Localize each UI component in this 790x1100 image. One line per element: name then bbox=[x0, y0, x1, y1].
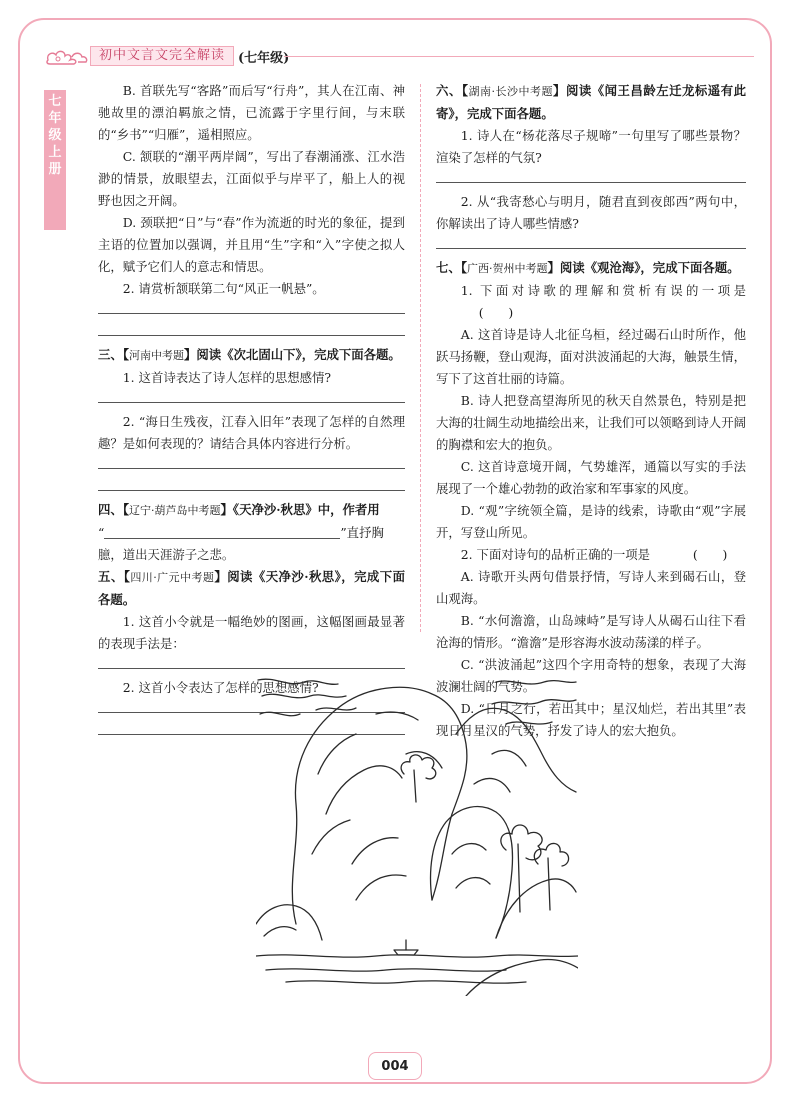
section-3-question-2: 2. “海日生残夜，江春入旧年”表现了怎样的自然理趣？是如何表现的？请结合具体内容进行分析。 bbox=[98, 414, 405, 451]
section-5-source: 四川·广元中考题 bbox=[130, 571, 215, 584]
right-column bbox=[436, 80, 746, 742]
section-4-fill: “ ”直抒胸臆，道出天涯游子之悲。 bbox=[98, 525, 384, 562]
answer-line[interactable] bbox=[436, 235, 746, 249]
column-divider bbox=[420, 84, 421, 632]
fill-blank[interactable] bbox=[222, 538, 340, 539]
section-5-title: 五、【四川·广元中考题】阅读《天净沙·秋思》，完成下面各题。 bbox=[98, 569, 405, 607]
section-4-source: 辽宁·葫芦岛中考题 bbox=[128, 504, 221, 517]
q1-option-d: D. “观”字统领全篇，是诗的线索，诗歌由“观”字展开，写登山所见。 bbox=[436, 503, 746, 540]
option-c: C. 颔联的“潮平两岸阔”，写出了春潮涌涨、江水浩渺的情景，放眼望去，江面似乎与岸平了，船上人的视野也因之开阔。 bbox=[98, 149, 405, 208]
answer-line[interactable] bbox=[98, 322, 405, 336]
page-number: 004 bbox=[381, 1058, 409, 1074]
grade-label: (七年级) bbox=[238, 50, 290, 66]
section-7-title: 七、【广西·贺州中考题】阅读《观沧海》，完成下面各题。 bbox=[436, 260, 740, 275]
side-tab-char: 七 bbox=[48, 94, 62, 109]
side-tab-char: 级 bbox=[48, 128, 62, 143]
q2-option-c: C. “洪波涌起”这四个字用奇特的想象，表现了大海波澜壮阔的气势。 bbox=[436, 657, 746, 694]
answer-line[interactable] bbox=[98, 389, 405, 403]
q1-option-a: A. 这首诗是诗人北征乌桓，经过碣石山时所作，他跃马扬鞭，登山观海，面对洪波涌起的大海，触景生情，写下了这首壮丽的诗篇。 bbox=[436, 327, 746, 386]
section-3-source: 河南中考题 bbox=[128, 349, 184, 362]
option-d: D. 颈联把“日”与“春”作为流逝的时光的象征，提到主语的位置加以强调，并且用“生”字和“入”字使之拟人化，赋予它们人的意志和情思。 bbox=[98, 215, 405, 274]
side-grade-tab bbox=[44, 90, 66, 230]
fill-blank[interactable] bbox=[104, 538, 222, 539]
answer-line[interactable] bbox=[436, 169, 746, 183]
answer-paren[interactable]: ( ) bbox=[692, 547, 728, 562]
page-number-box bbox=[368, 1052, 422, 1080]
q2-option-b: B. “水何澹澹，山岛竦峙”是写诗人从碣石山往下看沧海的情形。“澹澹”是形容海水波动荡漾的样子。 bbox=[436, 613, 746, 650]
section-7-source: 广西·贺州中考题 bbox=[466, 262, 548, 275]
q2-option-a: A. 诗歌开头两句借景抒情，写诗人来到碣石山，登山观海。 bbox=[436, 569, 746, 606]
book-title: 初中文言文完全解读 bbox=[90, 46, 234, 66]
section-6-title: 六、【湖南·长沙中考题】阅读《闻王昌龄左迁龙标遥有此寄》，完成下面各题。 bbox=[436, 83, 746, 121]
section-4-title: 四、【辽宁·葫芦岛中考题】《天净沙·秋思》中，作者用 bbox=[98, 502, 380, 517]
section-6-question-2: 2. 从“我寄愁心与明月，随君直到夜郎西”两句中，你解读出了诗人哪些情感? bbox=[436, 194, 746, 231]
cloud-ornament-icon bbox=[44, 45, 90, 67]
answer-line[interactable] bbox=[98, 655, 405, 669]
left-column bbox=[98, 80, 405, 743]
landscape-illustration bbox=[256, 674, 578, 996]
section-3-title: 三、【河南中考题】阅读《次北固山下》，完成下面各题。 bbox=[98, 347, 401, 362]
section-7-question-1: 1. 下面对诗歌的理解和赏析有误的一项是( ) bbox=[436, 280, 746, 324]
section-3-question-1: 1. 这首诗表达了诗人怎样的思想感情? bbox=[122, 370, 332, 385]
section-5-question-2: 2. 这首小令表达了怎样的思想感情? bbox=[122, 680, 319, 695]
answer-paren[interactable]: ( ) bbox=[478, 305, 514, 320]
answer-line[interactable] bbox=[98, 300, 405, 314]
side-tab-char: 年 bbox=[48, 111, 62, 126]
section-5-question-1: 1. 这首小令就是一幅绝妙的图画，这幅图画最显著的表现手法是： bbox=[98, 614, 405, 651]
section-6-source: 湖南·长沙中考题 bbox=[468, 85, 554, 98]
q1-option-b: B. 诗人把登高望海所见的秋天自然景色，特别是把大海的壮阔生动地描绘出来，让我们可以领略到诗人开阔的胸襟和宏大的抱负。 bbox=[436, 393, 746, 452]
q1-option-c: C. 这首诗意境开阔，气势雄浑，通篇以写实的手法展现了一个雄心勃勃的政治家和军事家的风度。 bbox=[436, 459, 746, 496]
answer-line[interactable] bbox=[98, 455, 405, 469]
q2-option-d: D. “日月之行，若出其中；星汉灿烂，若出其里”表现日月星汉的气势，抒发了诗人的宏大抱负。 bbox=[436, 701, 746, 738]
side-tab-char: 上 bbox=[48, 145, 62, 160]
section-7-question-2: 2. 下面对诗句的品析正确的一项是 ( ) bbox=[436, 544, 746, 566]
header-rule bbox=[284, 56, 754, 57]
option-b: B. 首联先写“客路”而后写“行舟”，其人在江南、神驰故里的漂泊羁旅之情，已流露于字里行间，与末联的“乡书”“归雁”，遥相照应。 bbox=[98, 83, 405, 142]
side-tab-char: 册 bbox=[48, 162, 62, 177]
section-6-question-1: 1. 诗人在“杨花落尽子规啼”一句里写了哪些景物？渲染了怎样的气氛? bbox=[436, 128, 746, 165]
question-2: 2. 请赏析颔联第二句“风正一帆悬”。 bbox=[122, 281, 325, 296]
answer-line[interactable] bbox=[98, 477, 405, 491]
page-header bbox=[44, 45, 289, 67]
